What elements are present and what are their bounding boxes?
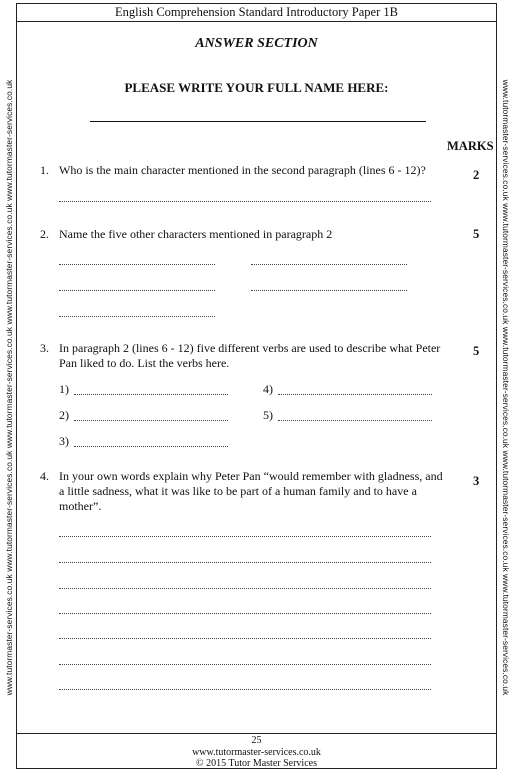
question-4-answer-line[interactable] [59, 664, 431, 665]
question-2-answer-line[interactable] [251, 264, 407, 265]
verb-label-1: 1) [59, 382, 69, 396]
section-title: ANSWER SECTION [195, 36, 318, 51]
marks-heading: MARKS [447, 139, 494, 153]
question-4-answer-line[interactable] [59, 536, 431, 537]
question-3-number: 3. [40, 341, 49, 355]
verb-answer-line-2[interactable] [74, 420, 228, 421]
name-answer-line[interactable] [90, 121, 426, 122]
paper-title: English Comprehension Standard Introductory Paper 1B [115, 5, 398, 19]
question-4-answer-line[interactable] [59, 613, 431, 614]
question-1-text: Who is the main character mentioned in the second paragraph (lines 6 - 12)? [59, 163, 426, 177]
question-2-answer-line[interactable] [59, 264, 215, 265]
verb-answer-line-5[interactable] [278, 420, 432, 421]
watermark-left: www.tutormaster-services.co.uk www.tutormaster-services.co.uk www.tutormaster-services.co.uk www.tutormaster-services.co.uk www.tutormaster-services.co.uk [4, 79, 14, 696]
verb-answer-line-4[interactable] [278, 394, 432, 395]
question-1-number: 1. [40, 163, 49, 177]
verb-answer-line-1[interactable] [74, 394, 228, 395]
question-2-marks: 5 [473, 227, 480, 241]
question-1-marks: 2 [473, 168, 480, 182]
footer [16, 735, 497, 770]
verb-label-3: 3) [59, 434, 69, 448]
page-border [16, 3, 497, 769]
question-2-answer-line[interactable] [59, 316, 215, 317]
footer-copyright: © 2015 Tutor Master Services [196, 758, 317, 769]
page-number: 25 [251, 735, 262, 746]
footer-website: www.tutormaster-services.co.uk [192, 746, 321, 758]
name-prompt: PLEASE WRITE YOUR FULL NAME HERE: [124, 80, 389, 95]
watermark-right: www.tutormaster-services.co.uk www.tutormaster-services.co.uk www.tutormaster-services.co.uk www.tutormaster-services.co.uk www.tutormaster-services.co.uk [501, 79, 511, 696]
question-4-answer-line[interactable] [59, 562, 431, 563]
verb-label-5: 5) [263, 408, 273, 422]
question-2-answer-line[interactable] [59, 290, 215, 291]
question-4-text: In your own words explain why Peter Pan “would remember with gladness, and a little sadness, what it was like to be part of a human family and to have a mother”. [59, 469, 443, 513]
question-1-answer-line[interactable] [59, 201, 431, 202]
footer-divider [16, 733, 497, 734]
question-4-answer-line[interactable] [59, 689, 431, 690]
verb-label-4: 4) [263, 382, 273, 396]
question-3-marks: 5 [473, 344, 480, 358]
question-3-text: In paragraph 2 (lines 6 - 12) five different verbs are used to describe what Peter Pan liked to do. List the verbs here. [59, 341, 441, 370]
question-2-text: Name the five other characters mentioned in paragraph 2 [59, 227, 333, 241]
question-4-marks: 3 [473, 474, 480, 488]
question-4-number: 4. [40, 469, 49, 483]
question-2-answer-line[interactable] [251, 290, 407, 291]
header-divider [16, 21, 497, 22]
question-4-answer-line[interactable] [59, 588, 431, 589]
verb-label-2: 2) [59, 408, 69, 422]
question-4-answer-line[interactable] [59, 638, 431, 639]
verb-answer-line-3[interactable] [74, 446, 228, 447]
question-2-number: 2. [40, 227, 49, 241]
